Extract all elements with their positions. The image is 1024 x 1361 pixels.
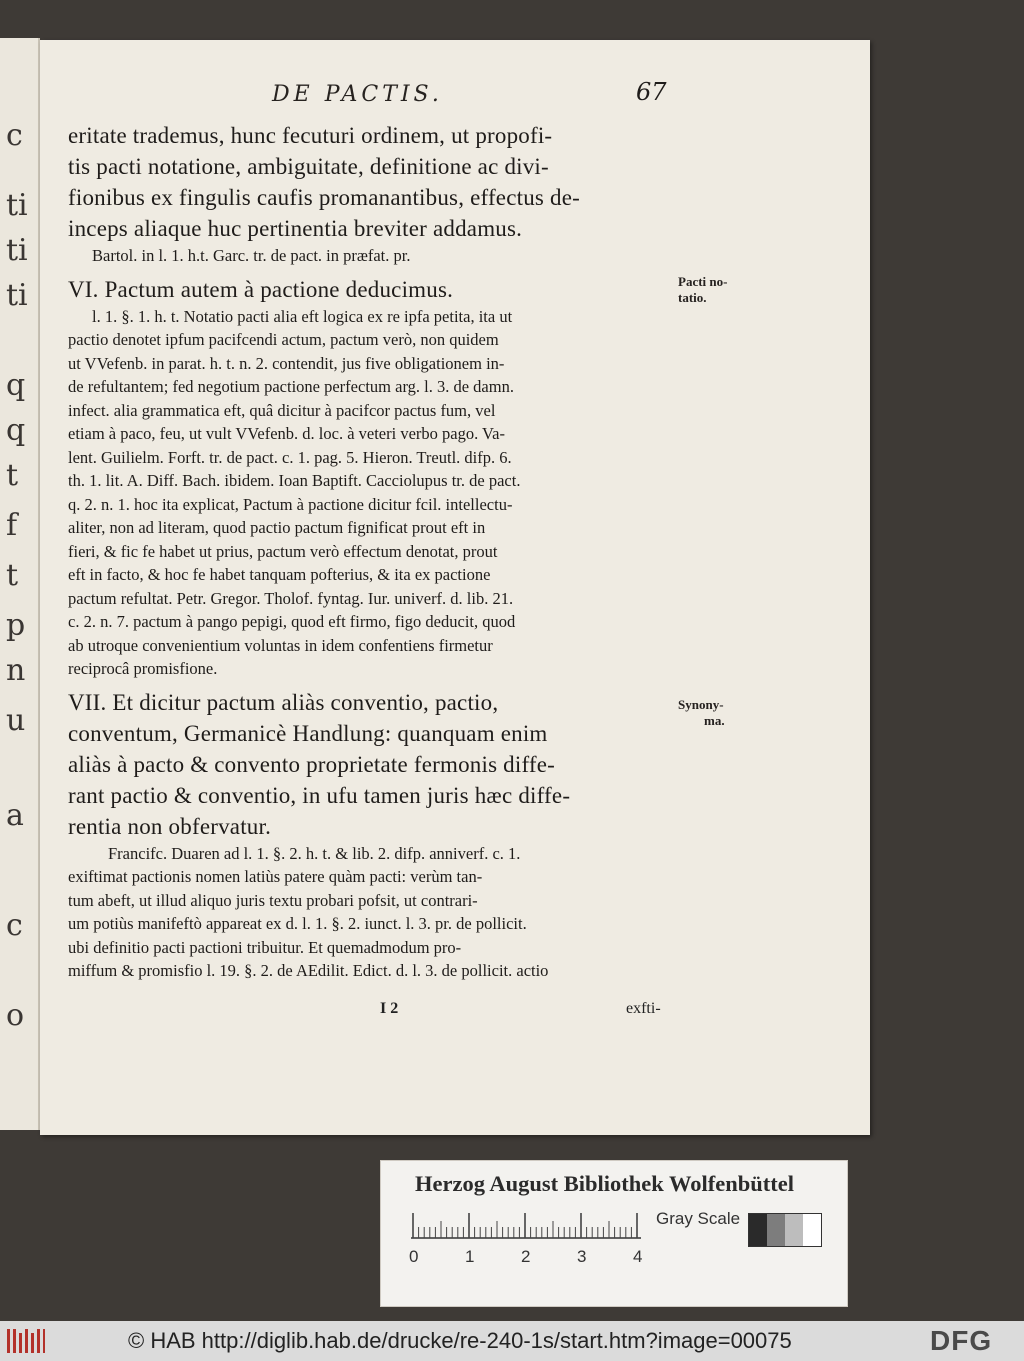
gray-swatch xyxy=(785,1214,803,1246)
catchword: exfti- xyxy=(626,1000,661,1017)
gray-scale-swatches xyxy=(748,1213,822,1247)
text-line: ab utroque convenientium voluntas in idem confentiens firmetur xyxy=(68,635,493,655)
text-line: q. 2. n. 1. hoc ita explicat, Pactum à pactione dicitur fcil. intellectu- xyxy=(68,494,513,514)
text-line: tum abeft, ut illud aliquo juris textu probari pofsit, ut contrari- xyxy=(68,890,478,910)
text-line: lent. Guilielm. Forft. tr. de pact. c. 1. pag. 5. Hieron. Treutl. difp. 6. xyxy=(68,447,512,467)
dfg-logo: DFG xyxy=(930,1325,993,1356)
page-number: 67 xyxy=(636,78,667,106)
library-name: Herzog August Bibliothek Wolfenbüttel xyxy=(415,1171,794,1196)
text-line: ubi definitio pacti pactioni tribuitur. Et quemadmodum pro- xyxy=(68,937,462,957)
prev-page-char: a xyxy=(6,798,24,833)
text-line: Francifc. Duaren ad l. 1. §. 2. h. t. & lib. 2. difp. anniverf. c. 1. xyxy=(108,843,521,863)
ruler-scale xyxy=(411,1213,641,1239)
prev-page-char: o xyxy=(6,998,25,1033)
ruler-numbers xyxy=(411,1247,651,1271)
text-line: aliàs à pacto & convento proprietate fermonis diffe- xyxy=(68,751,556,777)
gray-swatch xyxy=(749,1214,767,1246)
margin-note-line: Pacti no- xyxy=(678,274,728,289)
gray-scale-label: Gray Scale xyxy=(656,1209,741,1228)
text-line: fionibus ex fingulis caufis promanantibus, effectus de- xyxy=(68,185,580,210)
text-line: etiam à paco, feu, ut vult VVefenb. d. loc. à veteri verbo pago. Va- xyxy=(68,424,505,443)
text-line: VII. Et dicitur pactum aliàs conventio, pactio, xyxy=(68,689,499,715)
margin-note-pacti-notatio xyxy=(678,274,727,306)
signature-mark: I 2 xyxy=(380,1000,399,1017)
prev-page-char: n xyxy=(6,653,26,688)
text-line: pactum refultat. Petr. Gregor. Tholof. fyntag. Iur. univerf. d. lib. 21. xyxy=(68,588,514,608)
text-line: fieri, & fic fe habet ut prius, pactum verò effectum denotat, prout xyxy=(68,541,498,561)
running-head: DE PACTIS. xyxy=(272,82,443,107)
ruler-number: 3 xyxy=(577,1247,587,1266)
text-line: ut VVefenb. in parat. h. t. n. 2. contendit, jus five obligationem in- xyxy=(68,353,505,373)
text-line: de refultantem; fed negotium pactione perfectum arg. l. 3. de damn. xyxy=(68,377,514,396)
text-line: infect. alia grammatica eft, quâ dicitur à pacifcor pactus fum, vel xyxy=(68,400,496,420)
text-line: c. 2. n. 7. pactum à pango pepigi, quod eft firmo, figo deducit, quod xyxy=(68,612,516,631)
prev-page-char: c xyxy=(6,908,23,943)
hab-logo-icon xyxy=(6,1327,46,1355)
text-line: miffum & promisfio l. 19. §. 2. de AEdilit. Edict. d. l. 3. de pollicit. actio xyxy=(68,961,549,980)
text-line: pactio denotet ipfum pacifcendi actum, pactum verò, non quidem xyxy=(68,330,499,349)
text-line: rentia non obfervatur. xyxy=(68,813,272,839)
ruler-number: 1 xyxy=(465,1247,475,1266)
prev-page-char: ti xyxy=(6,278,28,313)
ruler-number: 2 xyxy=(521,1247,531,1266)
text-line: um potiùs manifeftò appareat ex d. l. 1. §. 2. iunct. l. 3. pr. de pollicit. xyxy=(68,914,527,933)
text-line: inceps aliaque huc pertinentia breviter addamus. xyxy=(68,216,523,241)
gray-swatch xyxy=(803,1214,821,1246)
footer-bar xyxy=(0,1321,1024,1361)
footer-copyright-link[interactable]: © HAB http://diglib.hab.de/drucke/re-240-1s/start.htm?image=00075 xyxy=(128,1328,792,1353)
text-line: eft in facto, & hoc fe habet tanquam pofterius, & ita ex pactione xyxy=(68,565,491,584)
prev-page-char: u xyxy=(6,703,26,738)
text-line: conventum, Germanicè Handlung: quanquam enim xyxy=(68,720,548,746)
prev-page-char: p xyxy=(6,608,26,643)
prev-page-char: t xyxy=(6,558,19,593)
prev-page-char: ti xyxy=(6,233,28,268)
prev-page-char: q xyxy=(6,413,26,448)
library-label-card xyxy=(380,1160,848,1307)
text-line: VI. Pactum autem à pactione deducimus. xyxy=(68,276,454,302)
margin-note-line: Synony- xyxy=(678,697,724,712)
text-line: Bartol. in l. 1. h.t. Garc. tr. de pact. in præfat. pr. xyxy=(92,246,411,265)
text-line: rant pactio & conventio, in ufu tamen juris hæc diffe- xyxy=(68,782,571,808)
prev-page-char: f xyxy=(6,508,18,543)
gray-swatch xyxy=(767,1214,785,1246)
text-line: tis pacti notatione, ambiguitate, definitione ac divi- xyxy=(68,154,549,179)
text-line: reciprocâ promisfione. xyxy=(68,659,218,678)
body-text xyxy=(68,120,683,983)
prev-page-char: t xyxy=(6,458,19,493)
text-line: l. 1. §. 1. h. t. Notatio pacti alia eft logica ex re ipfa petita, ita ut xyxy=(92,306,513,326)
previous-page-edge xyxy=(0,38,40,1130)
text-line: exiftimat pactionis nomen latiùs patere quàm pacti: verùm tan- xyxy=(68,867,483,886)
ruler-number: 0 xyxy=(409,1247,419,1266)
ruler-number: 4 xyxy=(633,1247,643,1266)
text-line: eritate trademus, hunc fecuturi ordinem, ut propofi- xyxy=(68,123,553,148)
prev-page-char: q xyxy=(6,368,26,403)
document-page xyxy=(40,40,870,1135)
text-line: th. 1. lit. A. Diff. Bach. ibidem. Ioan Baptift. Cacciolupus tr. de pact. xyxy=(68,471,521,490)
text-line: aliter, non ad literam, quod pactio pactum fignificat prout eft in xyxy=(68,518,486,537)
margin-note-line: ma. xyxy=(704,713,725,728)
margin-note-line: tatio. xyxy=(678,290,707,305)
prev-page-char: c xyxy=(6,118,23,153)
margin-note-synonyma xyxy=(678,697,725,729)
prev-page-char: ti xyxy=(6,188,28,223)
